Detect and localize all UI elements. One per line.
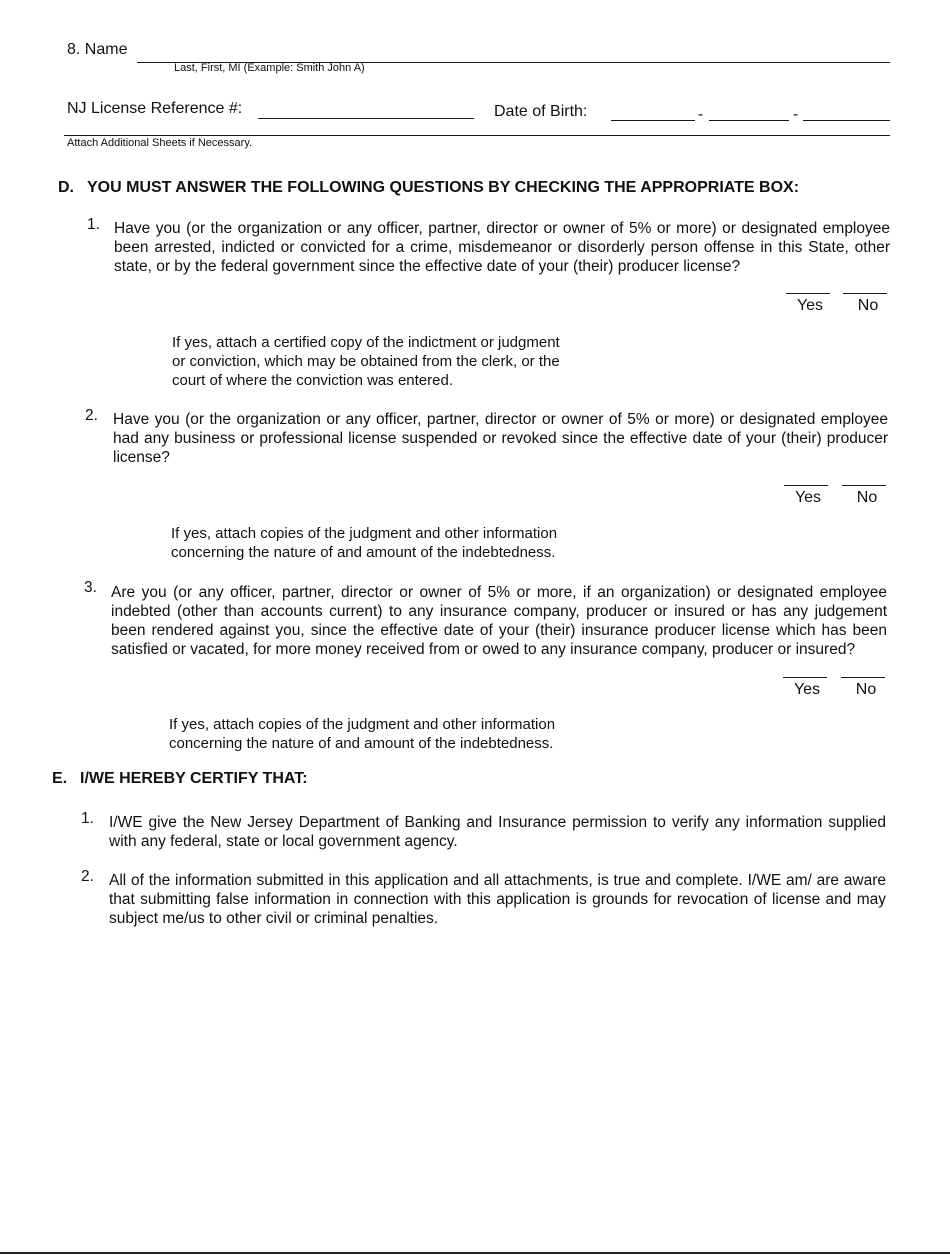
- dob-month-field[interactable]: [611, 120, 695, 121]
- q1-note: [172, 333, 622, 390]
- q1-no-box[interactable]: [843, 293, 887, 294]
- dob-separator: -: [793, 106, 799, 123]
- note-line: concerning the nature of and amount of the indebtedness.: [171, 544, 556, 561]
- section-e-letter: E.: [52, 770, 68, 787]
- note-line: court of where the conviction was entered.: [172, 372, 453, 389]
- q2-yes-label: Yes: [794, 489, 822, 506]
- q1-yes-label: Yes: [796, 297, 824, 314]
- certify-number: 1.: [81, 810, 94, 827]
- q1-no-label: No: [857, 297, 879, 314]
- question-3-text: Are you (or any officer, partner, director or owner of 5% or more, if an organization) or designated employee indebted (other than accounts current) to any insurance company, producer or insured or has any judgement been rendered against you, since the effective date of your (their) insurance producer license which has been satisfied or vacated, for more money received from or owed to any insurance company, producer or insured?: [111, 584, 887, 658]
- certify-item-1-text: I/WE give the New Jersey Department of Banking and Insurance permission to verify any information supplied with any federal, state or local government agency.: [109, 814, 886, 850]
- q2-no-label: No: [856, 489, 878, 506]
- note-line: If yes, attach copies of the judgment and other information: [169, 716, 556, 733]
- question-2-text: Have you (or the organization or any officer, partner, director or owner of 5% or more) or designated employee had any business or professional license suspended or revoked since the effective date of your (their) producer license?: [113, 411, 888, 466]
- question-number: 1.: [87, 216, 100, 233]
- page-bottom-edge: [0, 1252, 950, 1254]
- q2-note: [171, 524, 621, 562]
- section-d-heading: YOU MUST ANSWER THE FOLLOWING QUESTIONS BY CHECKING THE APPROPRIATE BOX:: [87, 179, 800, 196]
- question-number: 3.: [84, 579, 97, 596]
- section-e-heading: I/WE HEREBY CERTIFY THAT:: [80, 770, 308, 787]
- q3-note: [169, 715, 619, 753]
- dob-separator: -: [698, 106, 704, 123]
- header-divider: [64, 135, 890, 136]
- name-hint: Last, First, MI (Example: Smith John A): [174, 62, 365, 74]
- dob-day-field[interactable]: [709, 120, 789, 121]
- license-field[interactable]: [258, 118, 474, 119]
- q1-yes-box[interactable]: [786, 293, 830, 294]
- attach-note: Attach Additional Sheets if Necessary.: [67, 137, 253, 149]
- dob-year-field[interactable]: [803, 120, 890, 121]
- section-d-letter: D.: [58, 179, 74, 196]
- note-line: concerning the nature of and amount of the indebtedness.: [169, 735, 554, 752]
- q2-no-box[interactable]: [842, 485, 886, 486]
- q3-yes-label: Yes: [793, 681, 821, 698]
- license-label: NJ License Reference #:: [67, 100, 243, 117]
- q2-yes-box[interactable]: [784, 485, 828, 486]
- note-line: or conviction, which may be obtained from the clerk, or the: [172, 353, 560, 370]
- question-1-text: Have you (or the organization or any officer, partner, director or owner of 5% or more) or designated employee been arrested, indicted or convicted for a crime, misdemeanor or disorderly person offense in this State, other state, or by the federal government since the effective date of your (their) producer license?: [114, 220, 890, 275]
- q3-no-box[interactable]: [841, 677, 885, 678]
- q3-no-label: No: [855, 681, 877, 698]
- certify-number: 2.: [81, 868, 94, 885]
- note-line: If yes, attach a certified copy of the indictment or judgment: [172, 334, 560, 351]
- note-line: If yes, attach copies of the judgment and other information: [171, 525, 558, 542]
- question-number: 2.: [85, 407, 98, 424]
- certify-item-2-text: All of the information submitted in this application and all attachments, is true and complete. I/WE am/ are aware that submitting false information in connection with this application is grounds for revocation of license and may subject me/us to other civil or criminal penalties.: [109, 872, 886, 927]
- dob-label: Date of Birth:: [494, 103, 588, 120]
- name-label: 8. Name: [67, 41, 128, 58]
- q3-yes-box[interactable]: [783, 677, 827, 678]
